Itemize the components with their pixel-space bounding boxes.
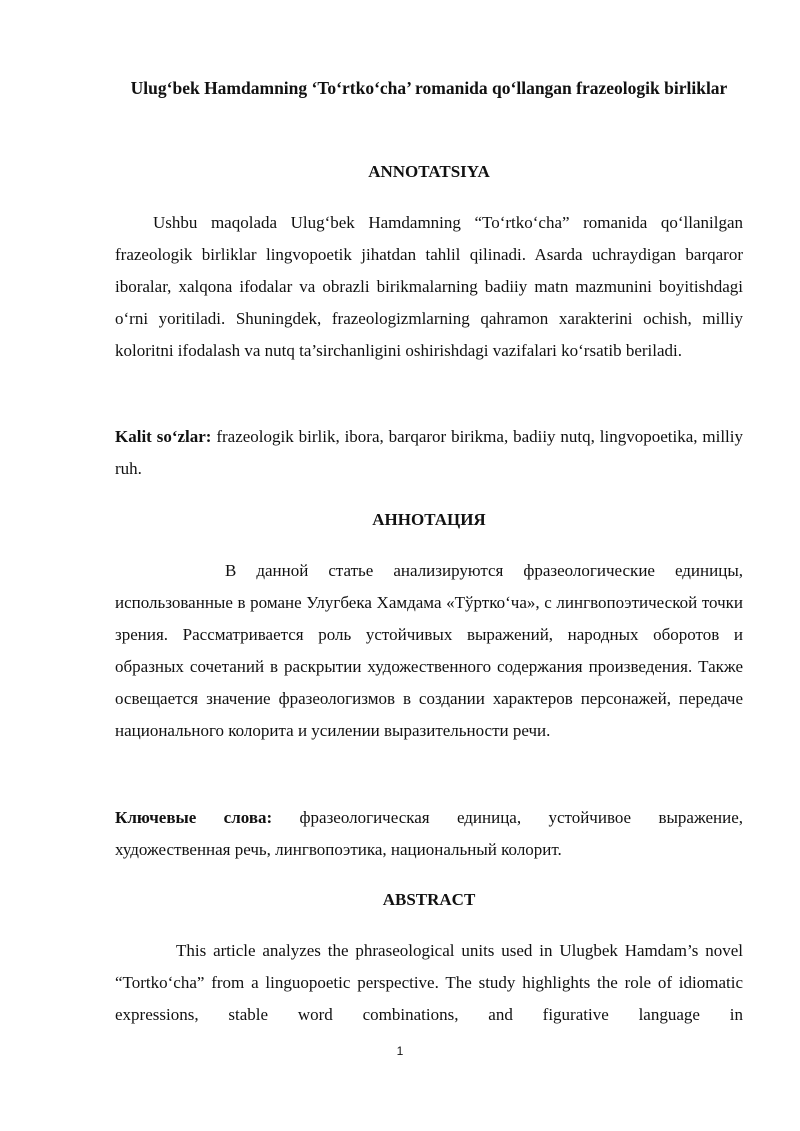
uz-keywords-list: frazeologik birlik, ibora, barqaror birikma, badiiy nutq, lingvopoetika, milliy ruh. [115, 427, 743, 478]
uz-abstract-heading: ANNOTATSIYA [368, 162, 490, 181]
en-abstract-text: This article analyzes the phraseological units used in Ulugbek Hamdam’s novel “Tortko‘cha” from a linguopoetic perspective. The study highlights the role of idiomatic expressions, stable word combinations, and figurative language in [115, 941, 743, 1024]
ru-abstract-heading: АННОТАЦИЯ [372, 510, 486, 529]
ru-abstract-text: В данной статье анализируются фразеологические единицы, использованные в романе Улугбека Хамдама «Тўртко‘ча», с лингвопоэтической точки зрения. Рассматривается роль устойчивых выражений, народных оборотов и образных сочетаний в раскрытии художественного содержания произведения. Также освещается значение фразеологизмов в создании характеров персонажей, передаче национального колорита и усилении выразительности речи. [115, 561, 743, 740]
ru-keywords-label: Ключевые слова: [115, 808, 273, 827]
ru-keywords [115, 802, 743, 866]
page-number: 1 [396, 1044, 404, 1058]
article-title: Ulug‘bek Hamdamning ‘To‘rtko‘cha’ romanida qo‘llangan frazeologik birliklar [130, 78, 728, 98]
ru-keywords-list: фразеологическая единица, устойчивое выражение, художественная речь, лингвопоэтика, национальный колорит. [115, 808, 743, 859]
en-abstract-heading: ABSTRACT [382, 890, 476, 909]
uz-abstract-text: Ushbu maqolada Ulug‘bek Hamdamning “To‘rtko‘cha” romanida qo‘llanilgan frazeologik birliklar lingvopoetik jihatdan tahlil qilinadi. Asarda uchraydigan barqaror iboralar, xalqona ifodalar va obrazli birikmalarning badiiy matn mazmunini boyitishdagi o‘rni yoritiladi. Shuningdek, frazeologizmlarning qahramon xarakterini ochish, milliy koloritni ifodalash va nutq ta’sirchanligini oshirishdagi vazifalari ko‘rsatib beriladi. [115, 213, 743, 360]
uz-keywords [115, 421, 743, 485]
uz-keywords-label: Kalit so‘zlar: [115, 427, 212, 446]
